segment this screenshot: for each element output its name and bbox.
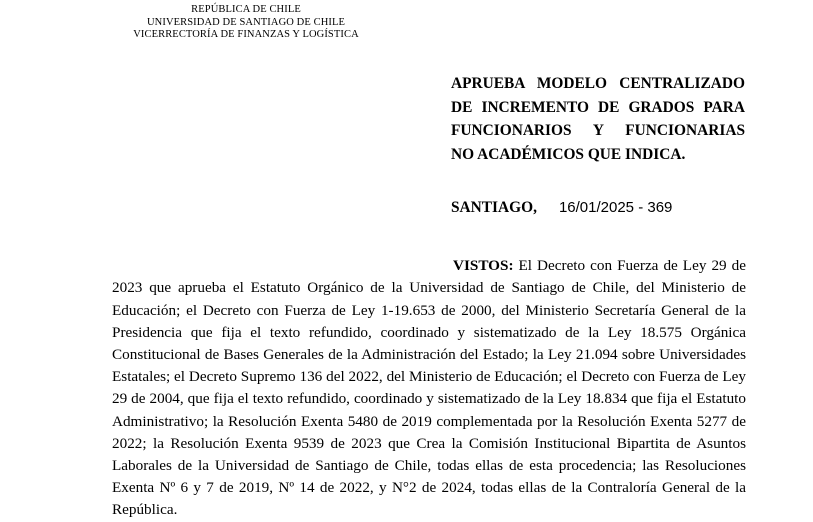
- title-line-1: APRUEBA MODELO CENTRALIZADO: [451, 75, 745, 92]
- place-label: SANTIAGO,: [451, 199, 537, 216]
- place-date-line: [451, 199, 672, 217]
- resolution-title: [451, 72, 745, 166]
- title-line-2: DE INCREMENTO DE GRADOS PARA: [451, 98, 745, 116]
- header-vicerrectoria: VICERRECTORÍA DE FINANZAS Y LOGÍSTICA: [133, 29, 359, 40]
- date-stamp: 16/01/2025 - 369: [558, 199, 673, 216]
- vistos-label: VISTOS:: [453, 257, 514, 275]
- title-line-4: NO ACADÉMICOS QUE INDICA.: [451, 145, 686, 163]
- title-line-3: FUNCIONARIOS Y FUNCIONARIAS: [451, 122, 745, 140]
- vistos-text: El Decreto con Fuerza de Ley 29 de 2023 que aprueba el Estatuto Orgánico de la Universidad de Santiago de Chile, del Ministerio de Educación; el Decreto con Fuerza de Ley 1-19.653 de 2000, del Ministerio Secretaría General de la Presidencia que fija el texto refundido, coordinado y sistematizado de la Ley 18.575 Orgánica Constitucional de Bases Generales de la Administración del Estado; la Ley 21.094 sobre Universidades Estatales; el Decreto Supremo 136 del 2022, del Ministerio de Educación; el Decreto con Fuerza de Ley 29 de 2004, que fija el texto refundido, coordinado y sistematizado de la Ley 18.834 que fija el Estatuto Administrativo; la Resolución Exenta 5480 de 2019 complementada por la Resolución Exenta 5277 de 2022; la Resolución Exenta 9539 de 2023 que Crea la Comisión Institucional Bipartita de Asuntos Laborales de la Universidad de Santiago de Chile, todas ellas de esta procedencia; las Resoluciones Exenta Nº 6 y 7 de 2019, Nº 14 de 2022, y N°2 de 2024, todas ellas de la Contraloría General de la República.: [112, 257, 746, 519]
- vistos-paragraph: [112, 255, 746, 521]
- institution-header: [128, 4, 364, 42]
- header-university: UNIVERSIDAD DE SANTIAGO DE CHILE: [146, 16, 345, 28]
- header-country: REPÚBLICA DE CHILE: [191, 4, 301, 15]
